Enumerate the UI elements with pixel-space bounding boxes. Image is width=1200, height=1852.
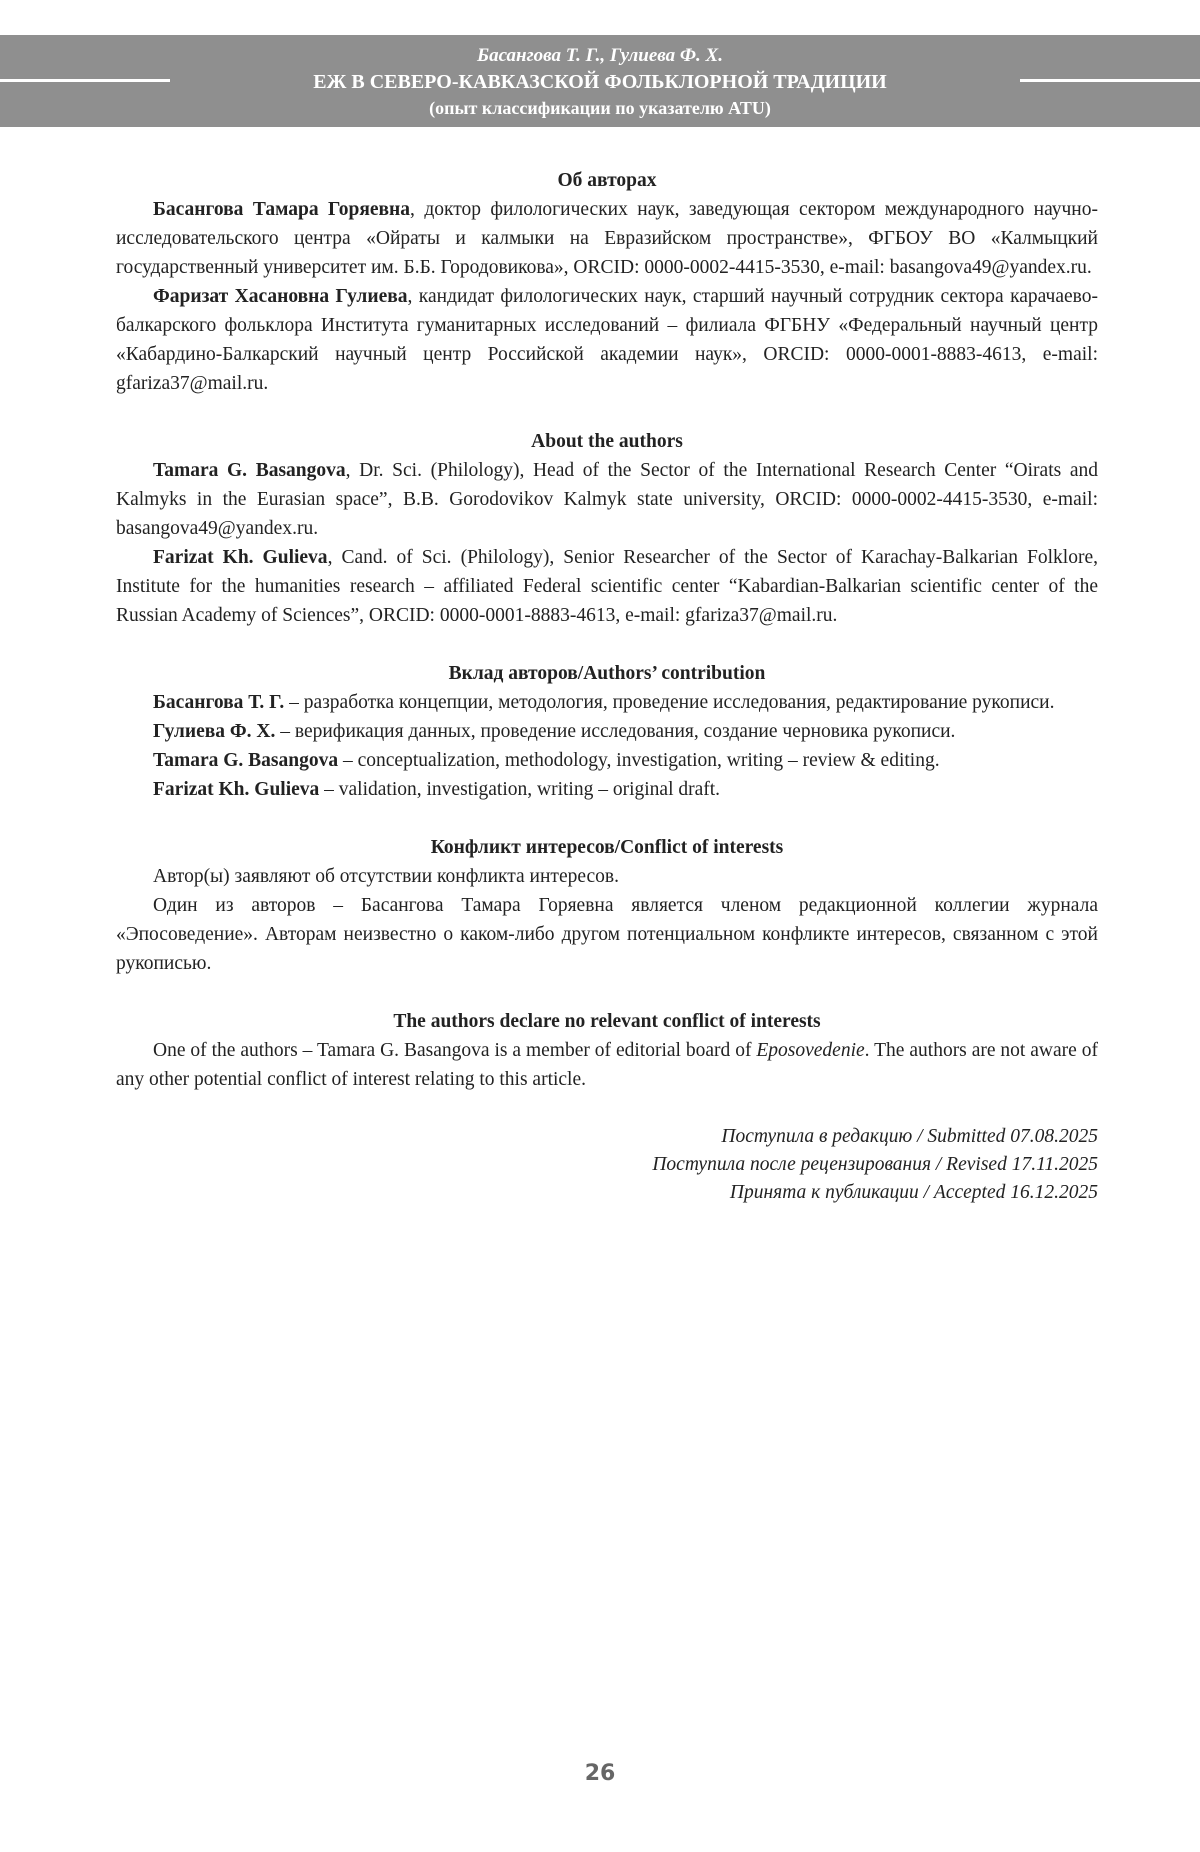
contribution-text: – validation, investigation, writing – original draft. [319,779,721,800]
contribution-item [116,775,1098,804]
contribution-text: – верификация данных, проведение исследования, создание черновика рукописи. [275,721,956,742]
date-accepted: Принята к публикации / Accepted 16.12.2025 [729,1182,1098,1203]
contribution-heading: Вклад авторов/Authors’ contribution [448,663,766,684]
contribution-item [116,746,1098,775]
about-authors-ru [116,166,1098,398]
author1-bio-ru [116,195,1098,282]
conflict-en-text-before: One of the authors – Tamara G. Basangova is a member of editorial board of [153,1040,757,1061]
conflict-ru-heading: Конфликт интересов/Conflict of interests [430,837,784,858]
authors-contribution [116,659,1098,804]
author2-bio-en [116,543,1098,630]
conflict-ru-para1: Автор(ы) заявляют об отсутствии конфликта интересов. [153,866,619,887]
conflict-ru-para2: Один из авторов – Басангова Тамара Горяевна является членом редакционной коллегии журнала «Эпосоведение». Авторам неизвестно о каком-либо другом потенциальном конфликте интересов, связанном с этой рукописью. [116,895,1098,974]
contribution-text: – conceptualization, methodology, investigation, writing – review & editing. [338,750,940,771]
about-authors-en-heading: About the authors [531,431,683,452]
author2-bio-ru [116,282,1098,398]
author2-text-en: , Cand. of Sci. (Philology), Senior Researcher of the Sector of Karachay-Balkarian Folklore, Institute for the humanities research – affiliated Federal scientific center “Kabardian-Balkarian scientific center of the Russian Academy of Sciences”, ORCID: 0000-0001-8883-4613, e-mail: gfariza37@mail.ru. [116,547,1098,626]
contribution-item [116,717,1098,746]
author2-name-en: Farizat Kh. Gulieva [153,547,328,568]
page-number: 26 [584,1761,616,1786]
contribution-item [116,688,1098,717]
date-revised: Поступила после рецензирования / Revised 17.11.2025 [652,1154,1098,1175]
page-content [116,166,1098,1207]
about-authors-en [116,427,1098,630]
journal-name: Eposovedenie [756,1040,865,1061]
conflict-of-interests-en [116,1007,1098,1094]
publication-dates [116,1123,1098,1207]
conflict-of-interests-ru [116,833,1098,978]
author2-text-ru: , кандидат филологических наук, старший научный сотрудник сектора карачаево-балкарского фольклора Института гуманитарных исследований – филиала ФГБНУ «Федеральный научный центр «Кабардино-Балкарский научный центр Российской академии наук», ORCID: 0000-0001-8883-4613, e-mail: gfariza37@mail.ru. [116,286,1098,394]
header-subtitle: (опыт классификации по указателю ATU) [429,98,771,118]
conflict-en-text-after: . The authors are not aware of any other potential conflict of interest relating to this article. [116,1040,1098,1090]
author1-text-en: , Dr. Sci. (Philology), Head of the Sector of the International Research Center “Oirats and Kalmyks in the Eurasian space”, B.B. Gorodovikov Kalmyk state university, ORCID: 0000-0002-4415-3530, e-mail: basangova49@yandex.ru. [116,460,1098,539]
running-header [0,35,1200,127]
contribution-text: – разработка концепции, методология, проведение исследования, редактирование рукописи. [284,692,1055,713]
author2-name-ru: Фаризат Хасановна Гулиева [153,286,408,307]
contribution-name: Гулиева Ф. Х. [153,721,276,742]
header-title: ЕЖ В СЕВЕРО-КАВКАЗСКОЙ ФОЛЬКЛОРНОЙ ТРАДИЦИИ [313,71,887,93]
about-authors-ru-heading: Об авторах [557,170,657,191]
author1-name-en: Tamara G. Basangova [153,460,346,481]
author1-text-ru: , доктор филологических наук, заведующая сектором международного научно-исследовательского центра «Ойраты и калмыки на Евразийском пространстве», ФГБОУ ВО «Калмыцкий государственный университет им. Б.Б. Городовикова», ORCID: 0000-0002-4415-3530, e-mail: basangova49@yandex.ru. [116,199,1098,278]
conflict-en-para [116,1036,1098,1094]
author1-name-ru: Басангова Тамара Горяевна [153,199,411,220]
contribution-name: Tamara G. Basangova [153,750,339,771]
header-authors: Басангова Т. Г., Гулиева Ф. Х. [477,45,723,66]
date-submitted: Поступила в редакцию / Submitted 07.08.2025 [721,1126,1098,1147]
contribution-name: Басангова Т. Г. [153,692,285,713]
author1-bio-en [116,456,1098,543]
header-text-block [0,43,1200,121]
contribution-name: Farizat Kh. Gulieva [153,779,320,800]
conflict-en-heading: The authors declare no relevant conflict of interests [393,1011,821,1032]
